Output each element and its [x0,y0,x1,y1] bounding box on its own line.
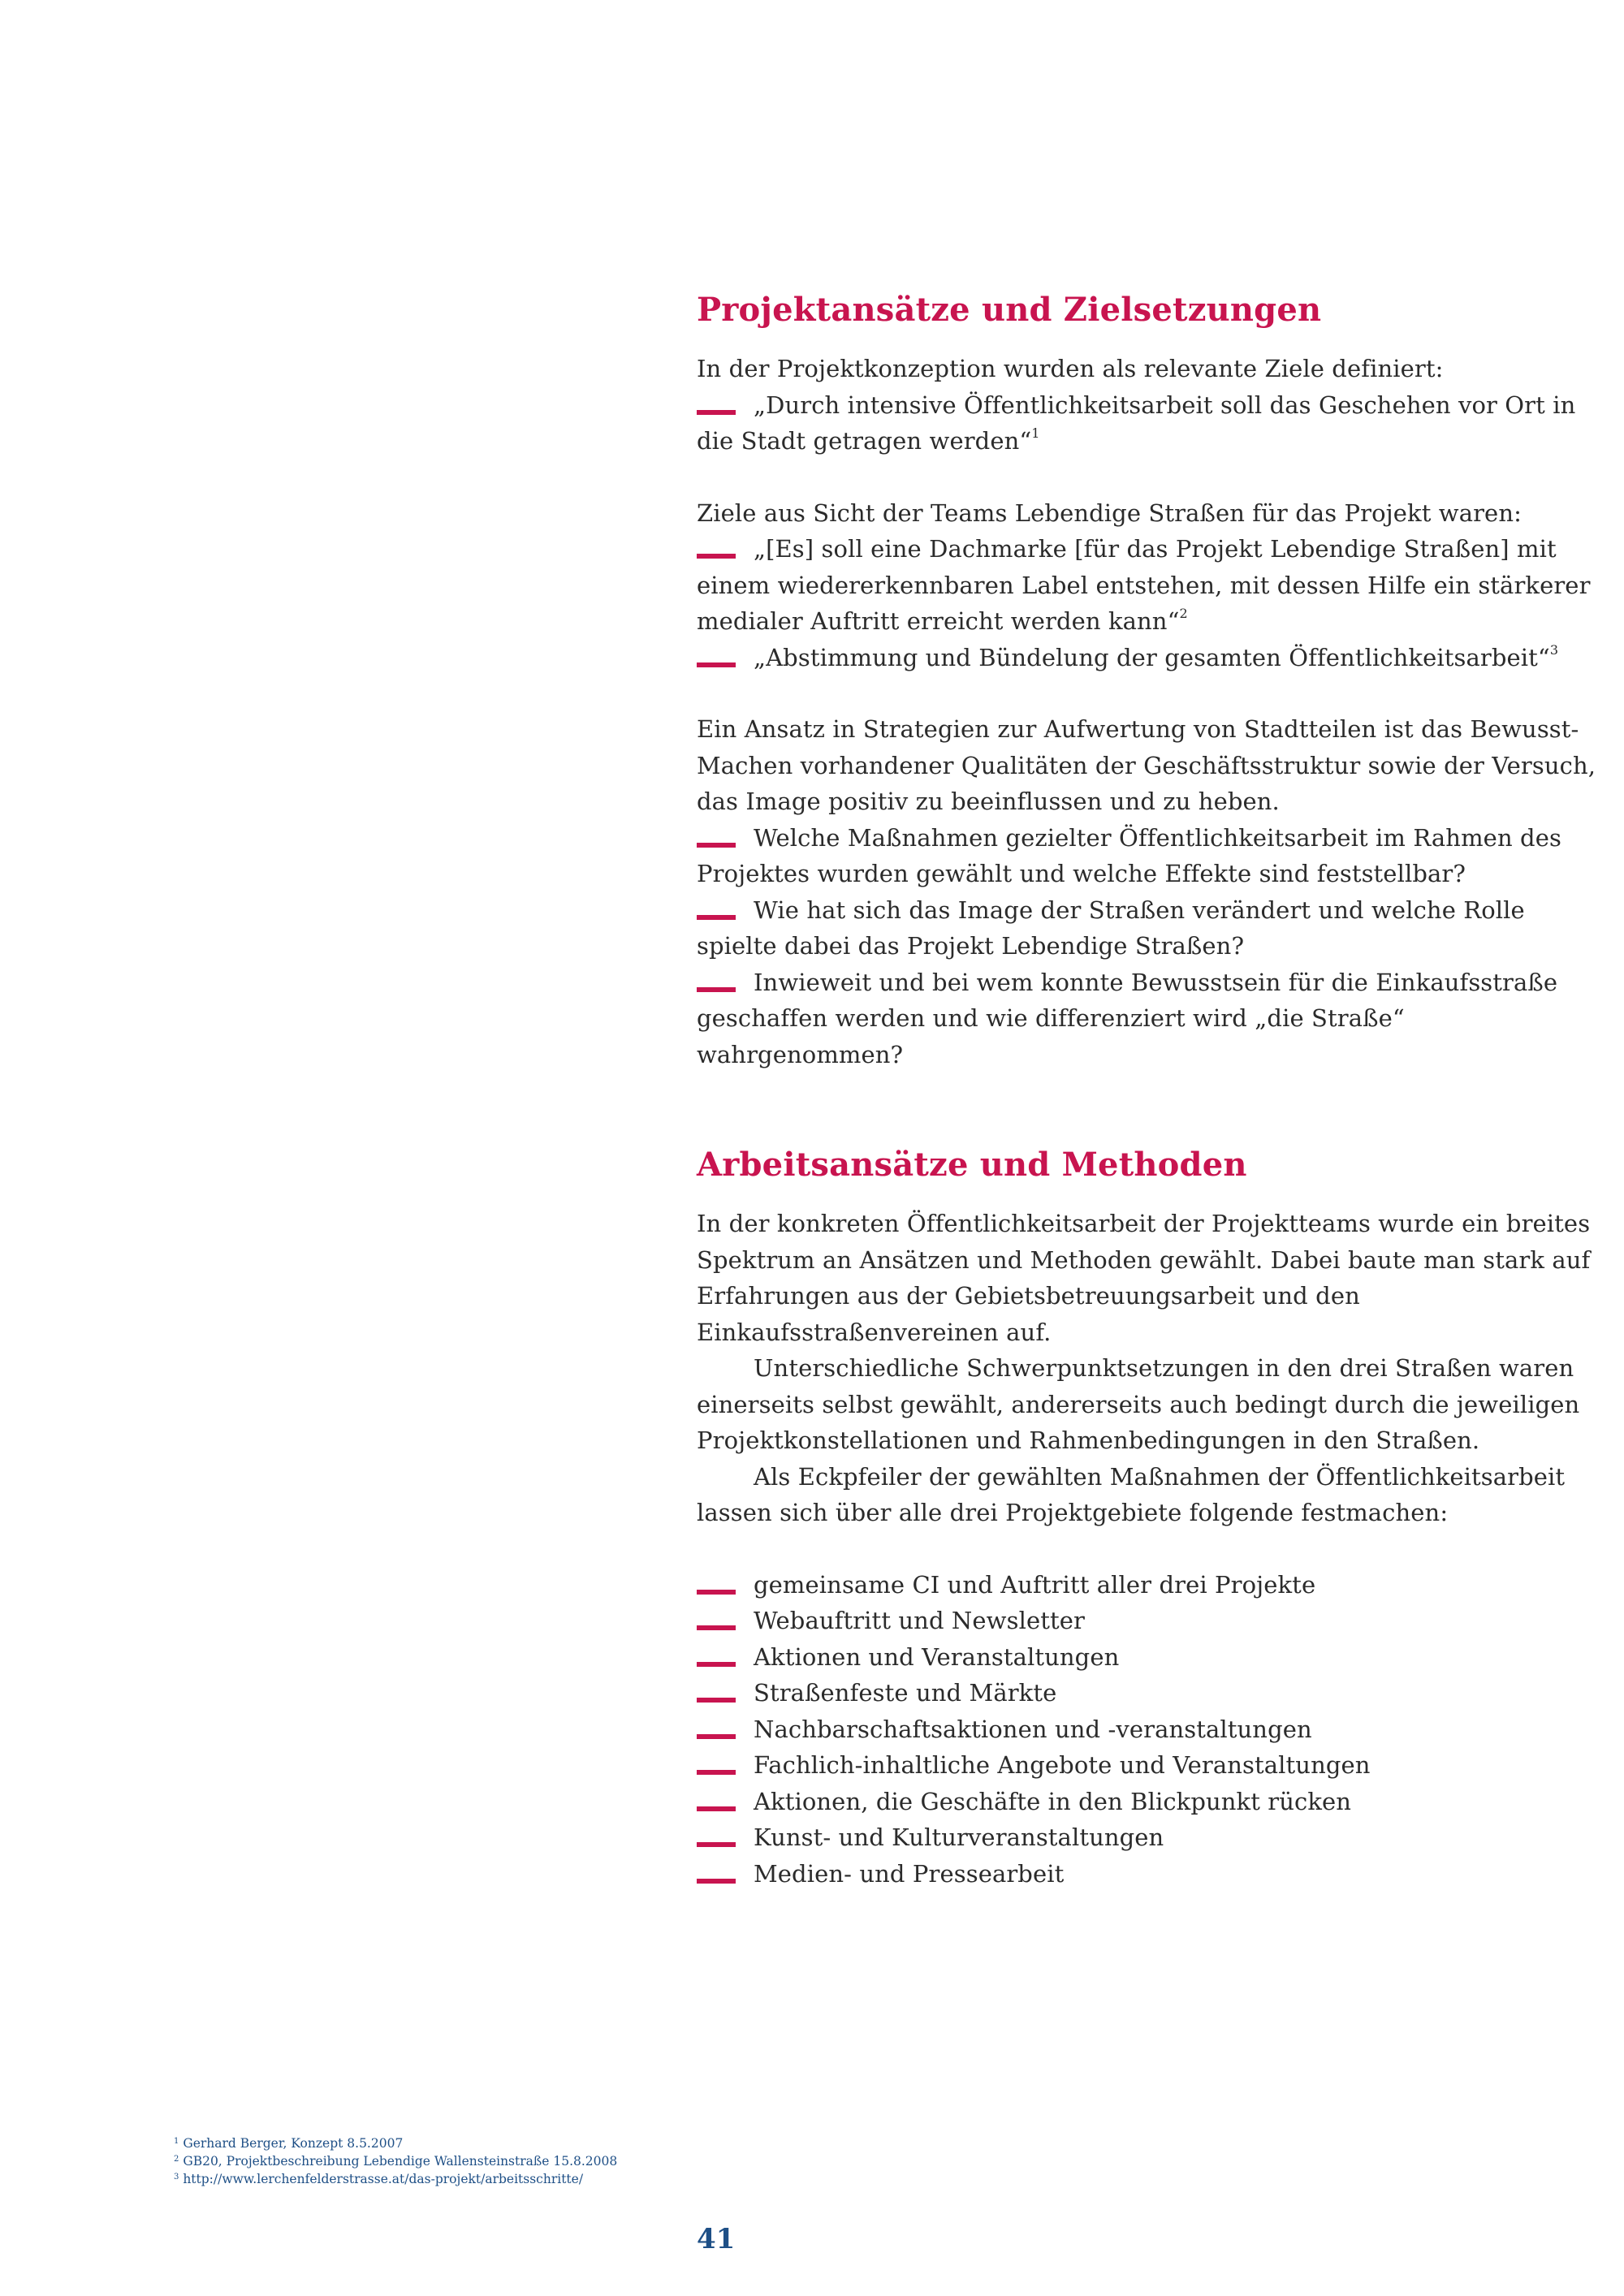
list-item: Aktionen und Veranstaltungen [697,1639,1606,1676]
dash-bullet-icon [697,1806,736,1811]
dash-bullet-icon [697,1625,736,1630]
approach-paragraph: Ein Ansatz in Strategien zur Aufwertung von Stadtteilen ist das Bewusst-Machen vorhandener Qualitäten der Geschäftsstruktur sowie der Versuch, das Image positiv zu beeinflussen und zu heben. [697,715,1596,815]
list-item: gemeinsame CI und Auftritt aller drei Projekte [697,1567,1606,1603]
dash-bullet-icon [697,662,736,667]
list-item: Straßenfeste und Märkte [697,1675,1606,1711]
methods-paragraph: Unterschiedliche Schwerpunktsetzungen in den drei Straßen waren einerseits selbst gewählt, andererseits auch bedingt durch die jeweiligen Projektkonstellationen und Rahmenbedingungen in den Straßen. [697,1354,1580,1454]
teams-intro-paragraph: Ziele aus Sicht der Teams Lebendige Straßen für das Projekt waren: [697,498,1522,527]
footnote-ref: 2 [1179,606,1188,621]
quote-item: „Durch intensive Öffentlichkeitsarbeit soll das Geschehen vor Ort in die Stadt getragen werden“$^1$ [697,391,1576,455]
question-item: Welche Maßnahmen gezielter Öffentlichkeitsarbeit im Rahmen des Projektes wurden gewählt und welche Effekte sind feststellbar? [697,823,1561,887]
methods-paragraph: In der konkreten Öffentlichkeitsarbeit der Projektteams wurde ein breites Spektrum an Ansätzen und Methoden gewählt. Dabei baute man stark auf Erfahrungen aus der Gebietsbetreuungsarbeit und den Einkaufsstraßenvereinen auf. [697,1210,1591,1346]
dash-bullet-icon [697,1842,736,1847]
dash-bullet-icon [697,1879,736,1884]
dash-bullet-icon [697,1770,736,1775]
footnote-ref: 1 [1031,425,1040,441]
dash-bullet-icon [697,1698,736,1703]
dash-bullet-icon [697,915,736,920]
quote-item: „[Es] soll eine Dachmarke [für das Projekt Lebendige Straßen] mit einem wiedererkennbaren Label entstehen, mit dessen Hilfe ein stärkerer medialer Auftritt erreicht werden kann“$^2$ [697,535,1591,635]
list-item: Kunst- und Kulturveranstaltungen [697,1819,1606,1856]
list-item: Fachlich-inhaltliche Angebote und Veranstaltungen [697,1747,1606,1784]
footnote: $^2$ GB20, Projektbeschreibung Lebendige Wallensteinstraße 15.8.2008 [174,2154,618,2169]
list-item: Webauftritt und Newsletter [697,1603,1606,1639]
question-item: Inwieweit und bei wem konnte Bewusstsein für die Einkaufsstraße geschaffen werden und wie differenziert wird „die Straße“ wahrgenommen? [697,968,1558,1068]
footnotes [174,2134,617,2188]
dash-bullet-icon [697,1662,736,1667]
section-heading-arbeitsansaetze: Arbeitsansätze und Methoden [697,1146,1247,1184]
footnote: $^1$ Gerhard Berger, Konzept 8.5.2007 [174,2136,404,2151]
dash-bullet-icon [697,1734,736,1739]
quote-item: „Abstimmung und Bündelung der gesamten Öffentlichkeitsarbeit“$^3$ [697,640,1606,676]
methods-paragraph: Als Eckpfeiler der gewählten Maßnahmen der Öffentlichkeitsarbeit lassen sich über alle drei Projektgebiete folgende festmachen: [697,1462,1566,1526]
list-item: Medien- und Pressearbeit [697,1856,1606,1892]
section-heading-projektansaetze: Projektansätze und Zielsetzungen [697,291,1322,329]
dash-bullet-icon [697,554,736,559]
page-number: 41 [697,2223,736,2255]
footnote: $^3$ http://www.lerchenfelderstrasse.at/das-projekt/arbeitsschritte/ [174,2172,584,2186]
dash-bullet-icon [697,987,736,992]
dash-bullet-icon [697,1590,736,1595]
main-content [697,286,1606,1892]
question-item: Wie hat sich das Image der Straßen verändert und welche Rolle spielte dabei das Projekt Lebendige Straßen? [697,896,1525,960]
dash-bullet-icon [697,843,736,848]
footnote-ref: 3 [1549,641,1559,658]
measures-list [697,1567,1606,1892]
list-item: Nachbarschaftsaktionen und -veranstaltungen [697,1711,1606,1748]
dash-bullet-icon [697,410,736,415]
intro-paragraph: In der Projektkonzeption wurden als relevante Ziele definiert: [697,355,1444,382]
list-item: Aktionen, die Geschäfte in den Blickpunkt rücken [697,1784,1606,1820]
